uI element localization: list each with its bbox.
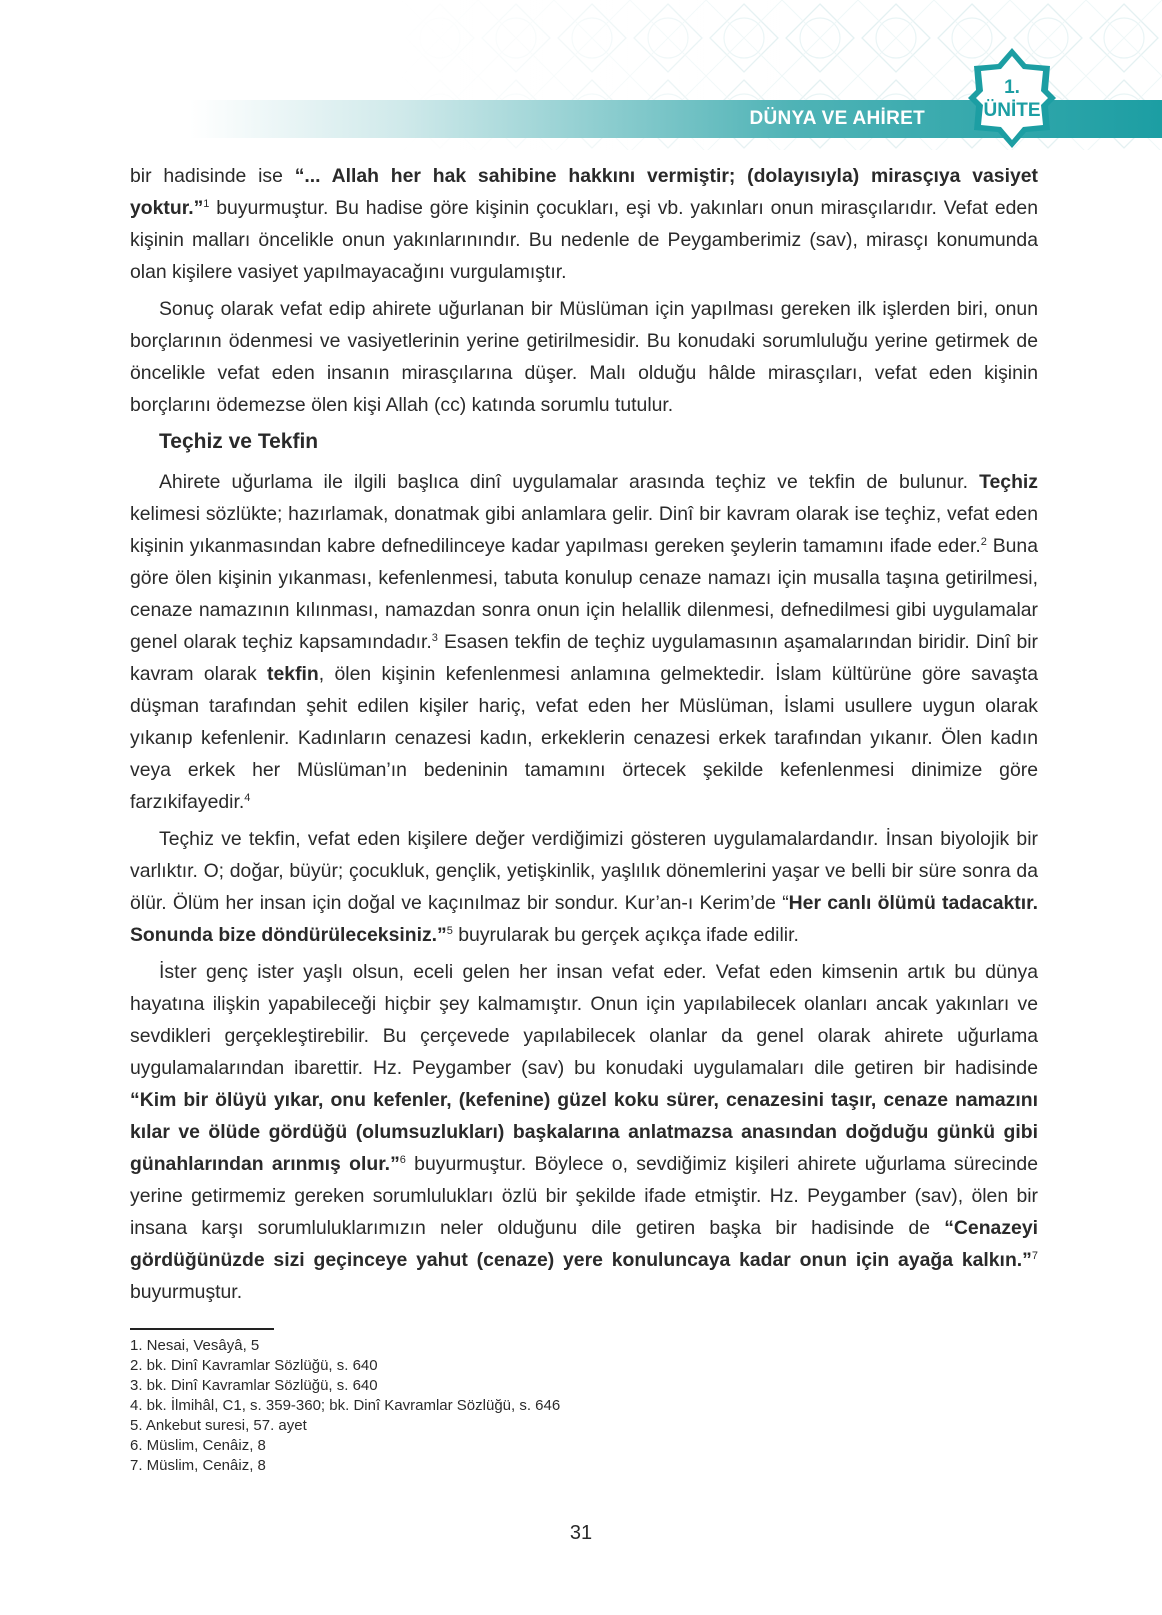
footnote-item: 7. Müslim, Cenâiz, 8 — [130, 1457, 266, 1474]
bold-text: Her canlı ölümü tadacaktır. Sonunda bize döndürüleceksiniz.” — [130, 892, 1038, 946]
footnote-ref: 3 — [431, 632, 438, 644]
text-run: buyurmuştur. Bu hadise göre kişinin çocukları, eşi vb. yakınları onun mirasçılarıdır. Vefat eden kişinin malları öncelikle onun yakınlarınındır. Bu nedenle de Peygamberimiz (sav), mirasçı konumunda olan kişilere vasiyet yapılmayacağını vurgulamıştır. — [130, 197, 1038, 283]
paragraph — [130, 823, 1038, 951]
footnote-item: 4. bk. İlmihâl, C1, s. 359-360; bk. Dinî Kavramlar Sözlüğü, s. 646 — [130, 1397, 561, 1414]
footnotes — [130, 1336, 560, 1476]
paragraph — [130, 293, 1038, 421]
text-run: Esasen tekfin de teçhiz uygulamasının aşamalarından biridir. Dinî bir kavram olarak — [130, 631, 1038, 685]
bold-text: “Kim bir ölüyü yıkar, onu kefenler, (kefenine) güzel koku sürer, cenazesini taşır, cenaze namazını kılar ve ölüde gördüğü (olumsuzlukları) başkalarına anlatmazsa anasından doğduğu günkü gibi günahlarından arınmış olur.” — [130, 1089, 1038, 1175]
footnote-ref: 7 — [1031, 1250, 1038, 1262]
paragraph — [130, 160, 1038, 288]
footnote-ref: 2 — [980, 536, 987, 548]
paragraph — [130, 956, 1038, 1308]
paragraph — [130, 466, 1038, 818]
text-run: Buna göre ölen kişinin yıkanması, kefenlenmesi, tabuta konulup cenaze namazı için musalla taşına getirilmesi, cenaze namazının kılınması, namazdan sonra onun için helallik dilenmesi, defnedilmesi gibi uygulamalar genel olarak teçhiz kapsamındadır. — [130, 535, 1038, 653]
text-run: buyurmuştur. Böylece o, sevdiğimiz kişileri ahirete uğurlama sürecinde yerine getirmemiz gereken sorumlulukları özlü bir şekilde ifade etmiştir. Hz. Peygamber (sav), ölen bir insana karşı sorumluluklarımızın neler olduğunu dile getiren başka bir hadisinde de — [130, 1153, 1038, 1239]
text-run: bir hadisinde ise — [130, 165, 295, 187]
section-heading: Teçhiz ve Tekfin — [159, 430, 319, 453]
bold-text: Teçhiz — [979, 471, 1038, 493]
footnote-item: 5. Ankebut suresi, 57. ayet — [130, 1417, 307, 1434]
page-number: 31 — [569, 1522, 593, 1544]
text-run: , ölen kişinin kefenlenmesi anlamına gelmektedir. İslam kültürüne göre savaşta düşman tarafından şehit edilen kişiler hariç, vefat eden her Müslüman, İslami usullere uygun olarak yıkanıp kefenlenir. Kadınların cenazesi kadın, erkeklerin cenazesi erkek tarafından yıkanır. Ölen kadın veya erkek her Müslüman’ın bedeninin tamamını örtecek şekilde kefenlenmesi dinimize göre farzıkifayedir. — [130, 663, 1038, 813]
footnote-ref: 6 — [399, 1154, 406, 1166]
text-run: buyurmuştur. — [130, 1281, 243, 1303]
footnote-item: 2. bk. Dinî Kavramlar Sözlüğü, s. 640 — [130, 1357, 378, 1374]
text-run: Ahirete uğurlama ile ilgili başlıca dinî uygulamalar arasında teçhiz ve tekfin de bulunur. — [159, 471, 980, 493]
text-run: İster genç ister yaşlı olsun, eceli gelen her insan vefat eder. Vefat eden kimsenin artık bu dünya hayatına ilişkin yapabileceği hiçbir şey kalmamıştır. Onun için yapılabilecek olanları ancak yakınları ve sevdikleri gerçekleştirebilir. Bu çerçevede yapılabilecek olanlar da genel olarak ahirete uğurlama uygulamalarından ibarettir. Hz. Peygamber (sav) bu konudaki uygulamaları dile getiren bir hadisinde — [130, 961, 1038, 1079]
footnote-divider — [130, 1328, 274, 1330]
footnote-ref: 4 — [244, 792, 251, 804]
text-run: Sonuç olarak vefat edip ahirete uğurlanan bir Müslüman için yapılması gereken ilk işlerden biri, onun borçlarının ödenmesi ve vasiyetlerinin yerine getirilmesidir. Bu konudaki sorumluluğu yerine getirmek de öncelikle vefat eden insanın mirasçılarına düşer. Malı olduğu hâlde mirasçıları, vefat eden kişinin borçlarını ödemezse ölen kişi Allah (cc) katında sorumlu tutulur. — [130, 298, 1038, 416]
unit-number: 1. — [1004, 77, 1020, 98]
bold-text: “Cenazeyi gördüğünüzde sizi geçinceye yahut (cenaze) yere konuluncaya kadar onun için ayağa kalkın.” — [130, 1217, 1038, 1271]
bold-text: tekfin — [267, 663, 319, 685]
footnote-item: 6. Müslim, Cenâiz, 8 — [130, 1437, 266, 1454]
text-run: buyrularak bu gerçek açıkça ifade edilir. — [452, 924, 799, 946]
bold-text: “... Allah her hak sahibine hakkını vermiştir; (dolayısıyla) mirasçıya vasiyet yoktur.” — [130, 165, 1038, 219]
unit-label: ÜNİTE — [983, 100, 1041, 121]
footnote-item: 1. Nesai, Vesâyâ, 5 — [130, 1337, 260, 1354]
footnote-item: 3. bk. Dinî Kavramlar Sözlüğü, s. 640 — [130, 1377, 378, 1394]
text-run: Teçhiz ve tekfin, vefat eden kişilere değer verdiğimizi gösteren uygulamalardandır. İnsan biyolojik bir varlıktır. O; doğar, büyür; çocukluk, gençlik, yetişkinlik, yaşlılık dönemlerini yaşar ve belli bir süre sonra da ölür. Ölüm her insan için doğal ve kaçınılmaz bir sondur. Kur’an-ı Kerim’de “ — [130, 828, 1038, 914]
footnote-ref: 1 — [203, 198, 210, 210]
footnote-ref: 5 — [446, 925, 453, 937]
body-text — [130, 160, 1038, 1313]
text-run: kelimesi sözlükte; hazırlamak, donatmak gibi anlamlara gelir. Dinî bir kavram olarak ise teçhiz, vefat eden kişinin yıkanmasından kabre defnedilinceye kadar yapılması gereken şeylerin tamamını ifade eder. — [130, 503, 1038, 557]
unit-title: DÜNYA VE AHİRET — [749, 108, 925, 129]
